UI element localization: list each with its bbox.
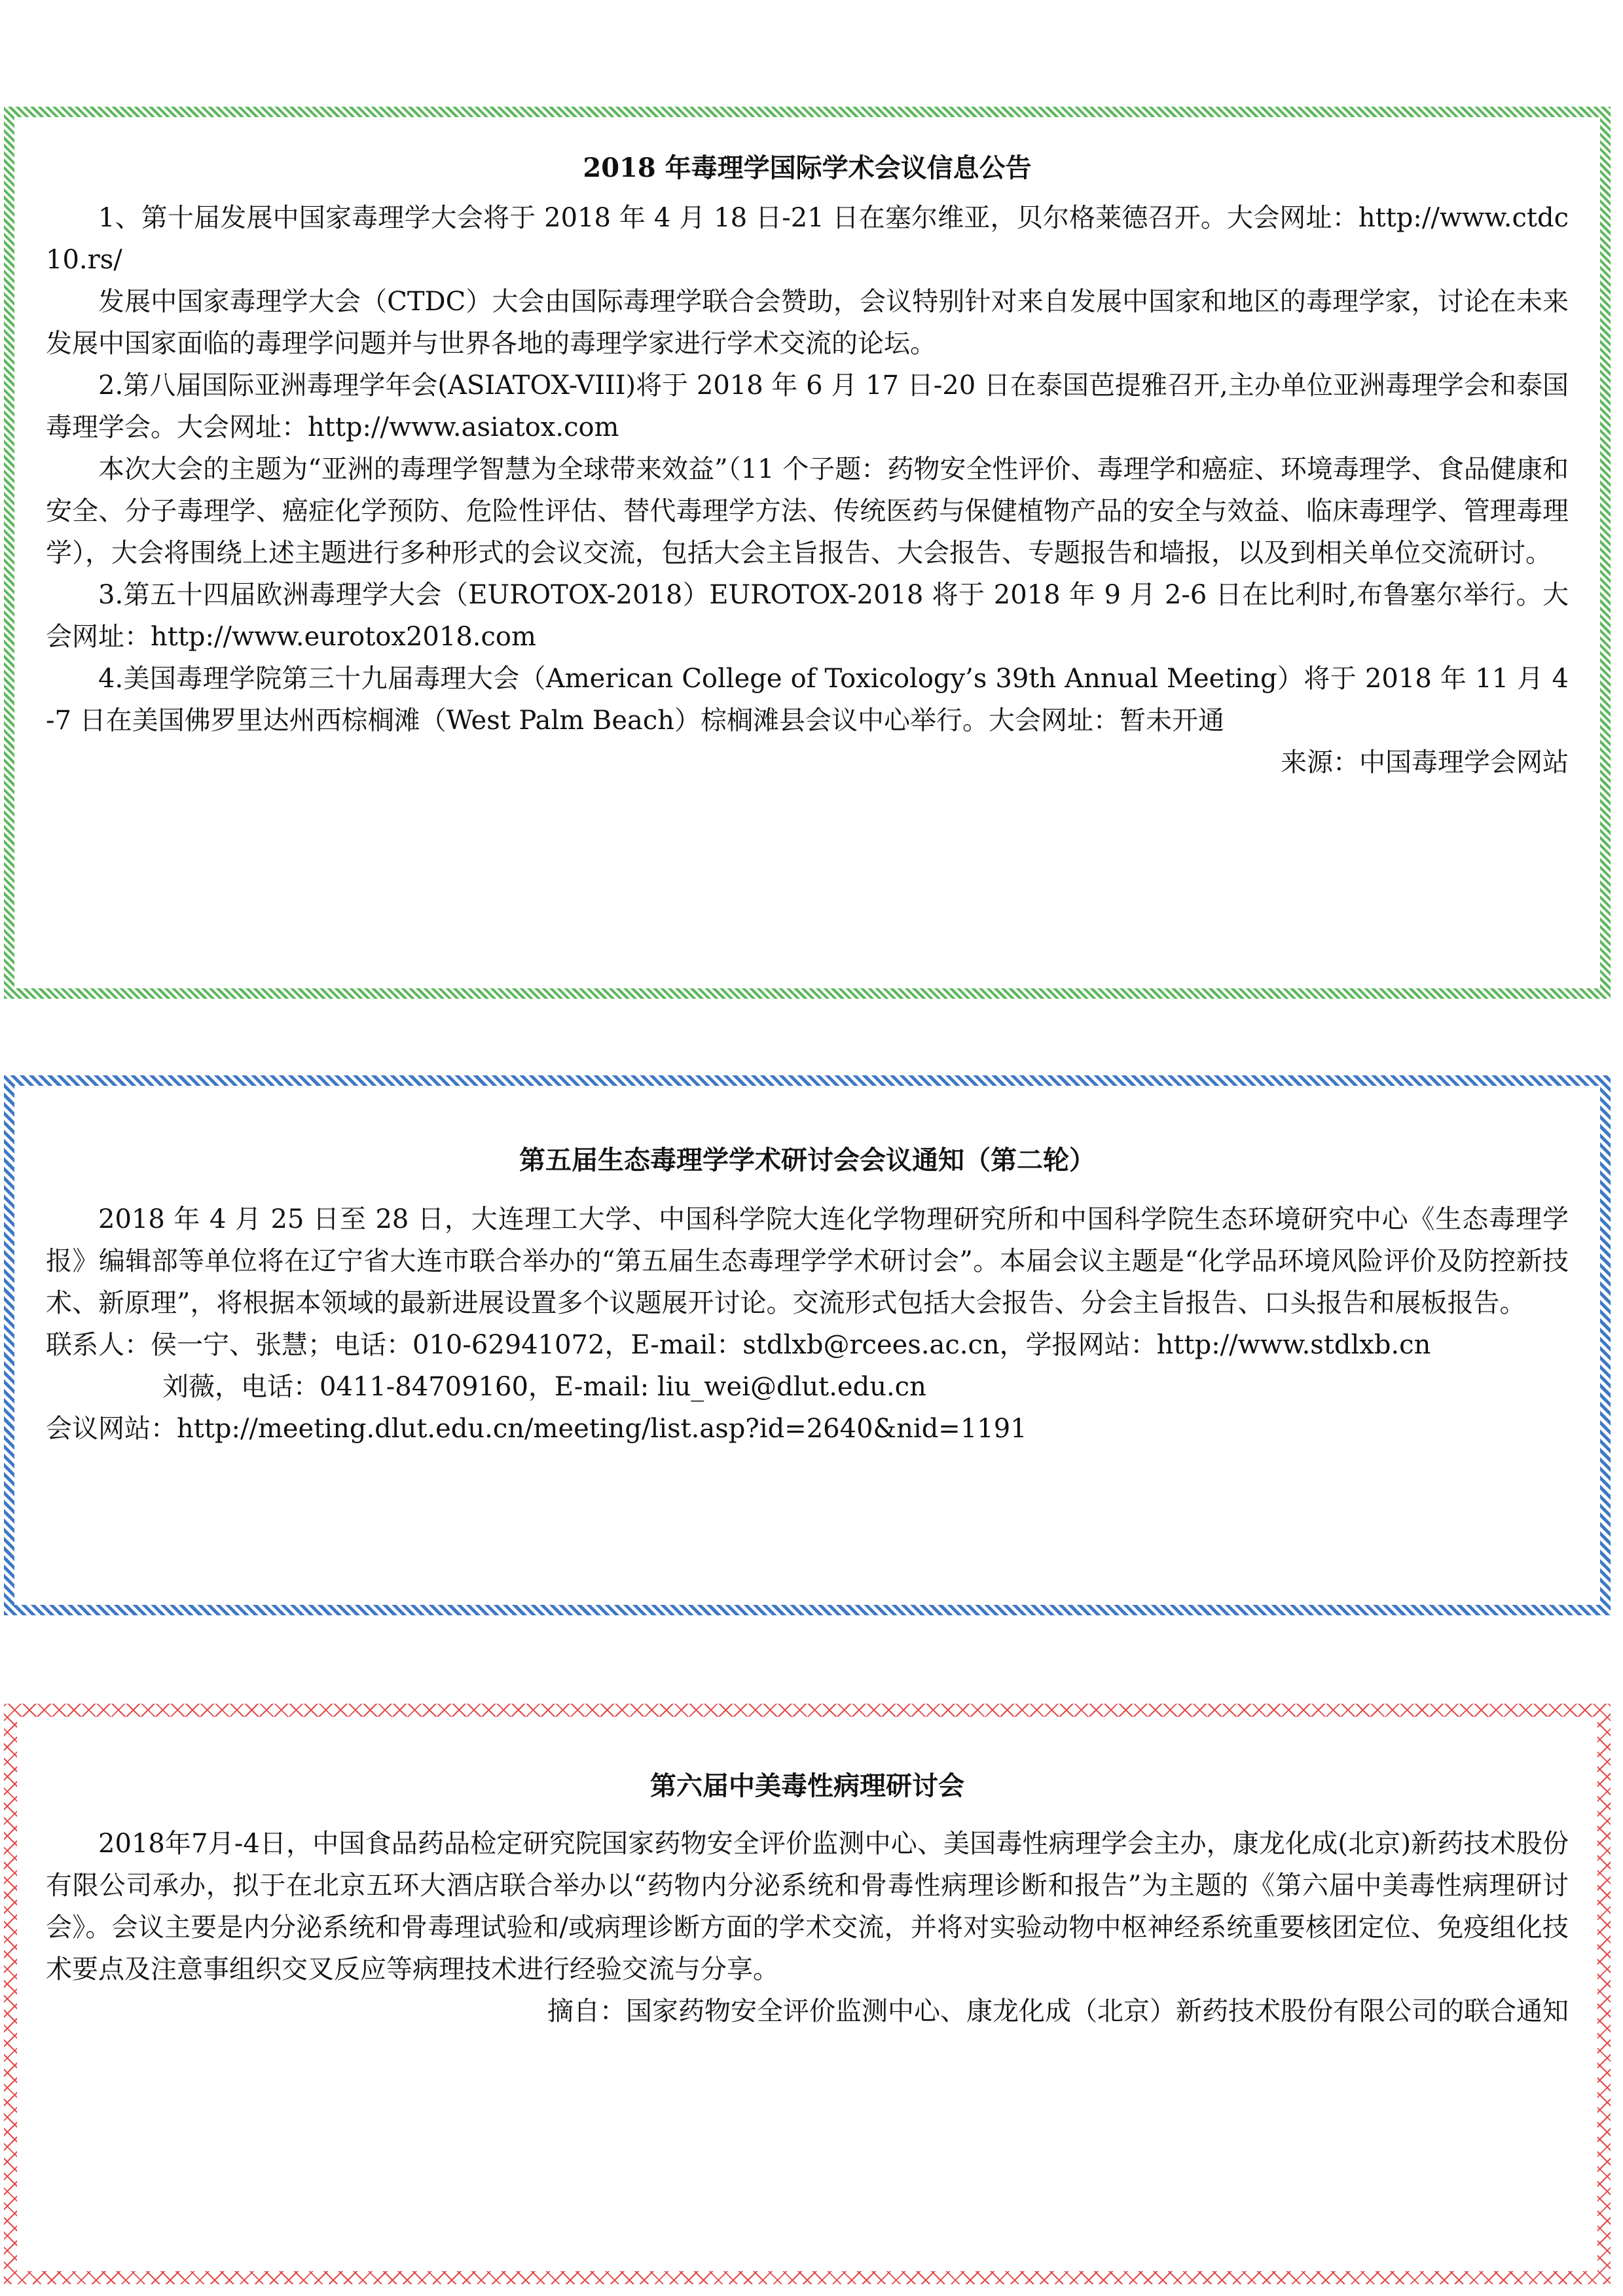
box1-title: 2018 年毒理学国际学术会议信息公告 [583,152,1032,183]
notice-box-international-conferences [4,107,1611,999]
box2-content [46,1143,1569,1450]
box1-paragraph-1: 1、第十届发展中国家毒理学大会将于 2018 年 4 月 18 日-21 日在塞尔维亚，贝尔格莱德召开。大会网址：http://www.ctdc10.rs/ [46,203,1569,275]
notice-box-ecotoxicology-symposium [4,1075,1611,1615]
box2-contact-1: 联系人：侯一宁、张慧；电话：010-62941072，E-mail：stdlxb@rcees.ac.cn，学报网站：http://www.stdlxb.cn [46,1330,1431,1360]
box2-contact-2: 刘薇，电话：0411-84709160，E-mail: liu_wei@dlut.edu.cn [162,1372,926,1402]
box3-title: 第六届中美毒性病理研讨会 [650,1770,964,1801]
box3-source: 摘自：国家药物安全评价监测中心、康龙化成（北京）新药技术股份有限公司的联合通知 [547,1996,1569,2026]
box1-paragraph-2: 发展中国家毒理学大会（CTDC）大会由国际毒理学联合会赞助，会议特别针对来自发展中国家和地区的毒理学家，讨论在未来发展中国家面临的毒理学问题并与世界各地的毒理学家进行学术交流的论坛。 [46,287,1569,359]
box2-paragraph: 2018 年 4 月 25 日至 28 日，大连理工大学、中国科学院大连化学物理研究所和中国科学院生态环境研究中心《生态毒理学报》编辑部等单位将在辽宁省大连市联合举办的“第五届生态毒理学学术研讨会”。本届会议主题是“化学品环境风险评价及防控新技术、新原理”，将根据本领域的最新进展设置多个议题展开讨论。交流形式包括大会报告、分会主旨报告、口头报告和展板报告。 [46,1204,1569,1318]
notice-box-toxicologic-pathology-seminar [4,1704,1611,2284]
box2-title: 第五届生态毒理学学术研讨会会议通知（第二轮） [519,1145,1095,1175]
box2-website: 会议网站：http://meeting.dlut.edu.cn/meeting/list.asp?id=2640&nid=1191 [46,1414,1027,1444]
box1-paragraph-3: 2.第八届国际亚洲毒理学年会(ASIATOX-VIII)将于 2018 年 6 月 17 日-20 日在泰国芭提雅召开,主办单位亚洲毒理学会和泰国毒理学会。大会网址：http://www.asiatox.com [46,370,1569,442]
box1-source: 来源：中国毒理学会网站 [1281,747,1569,778]
box1-paragraph-6: 4.美国毒理学院第三十九届毒理大会（American College of Toxicology’s 39th Annual Meeting）将于 2018 年 11 月 4-7 日在美国佛罗里达州西棕榈滩（West Palm Beach）棕榈滩县会议中心举行。大会网址：暂未开通 [46,664,1569,736]
box1-content [46,151,1569,783]
box3-content [46,1769,1569,2032]
box1-paragraph-4: 本次大会的主题为“亚洲的毒理学智慧为全球带来效益”（11 个子题：药物安全性评价、毒理学和癌症、环境毒理学、食品健康和安全、分子毒理学、癌症化学预防、危险性评估、替代毒理学方法、传统医药与保健植物产品的安全与效益、临床毒理学、管理毒理学），大会将围绕上述主题进行多种形式的会议交流，包括大会主旨报告、大会报告、专题报告和墙报，以及到相关单位交流研讨。 [46,454,1569,568]
box3-paragraph: 2018年7月-4日，中国食品药品检定研究院国家药物安全评价监测中心、美国毒性病理学会主办，康龙化成(北京)新药技术股份有限公司承办，拟于在北京五环大酒店联合举办以“药物内分泌系统和骨毒性病理诊断和报告”为主题的《第六届中美毒性病理研讨会》。会议主要是内分泌系统和骨毒理试验和/或病理诊断方面的学术交流，并将对实验动物中枢神经系统重要核团定位、免疫组化技术要点及注意事组织交叉反应等病理技术进行经验交流与分享。 [46,1829,1569,1984]
box1-paragraph-5: 3.第五十四届欧洲毒理学大会（EUROTOX-2018）EUROTOX-2018 将于 2018 年 9 月 2-6 日在比利时,布鲁塞尔举行。大会网址：http://www.eurotox2018.com [46,580,1569,652]
